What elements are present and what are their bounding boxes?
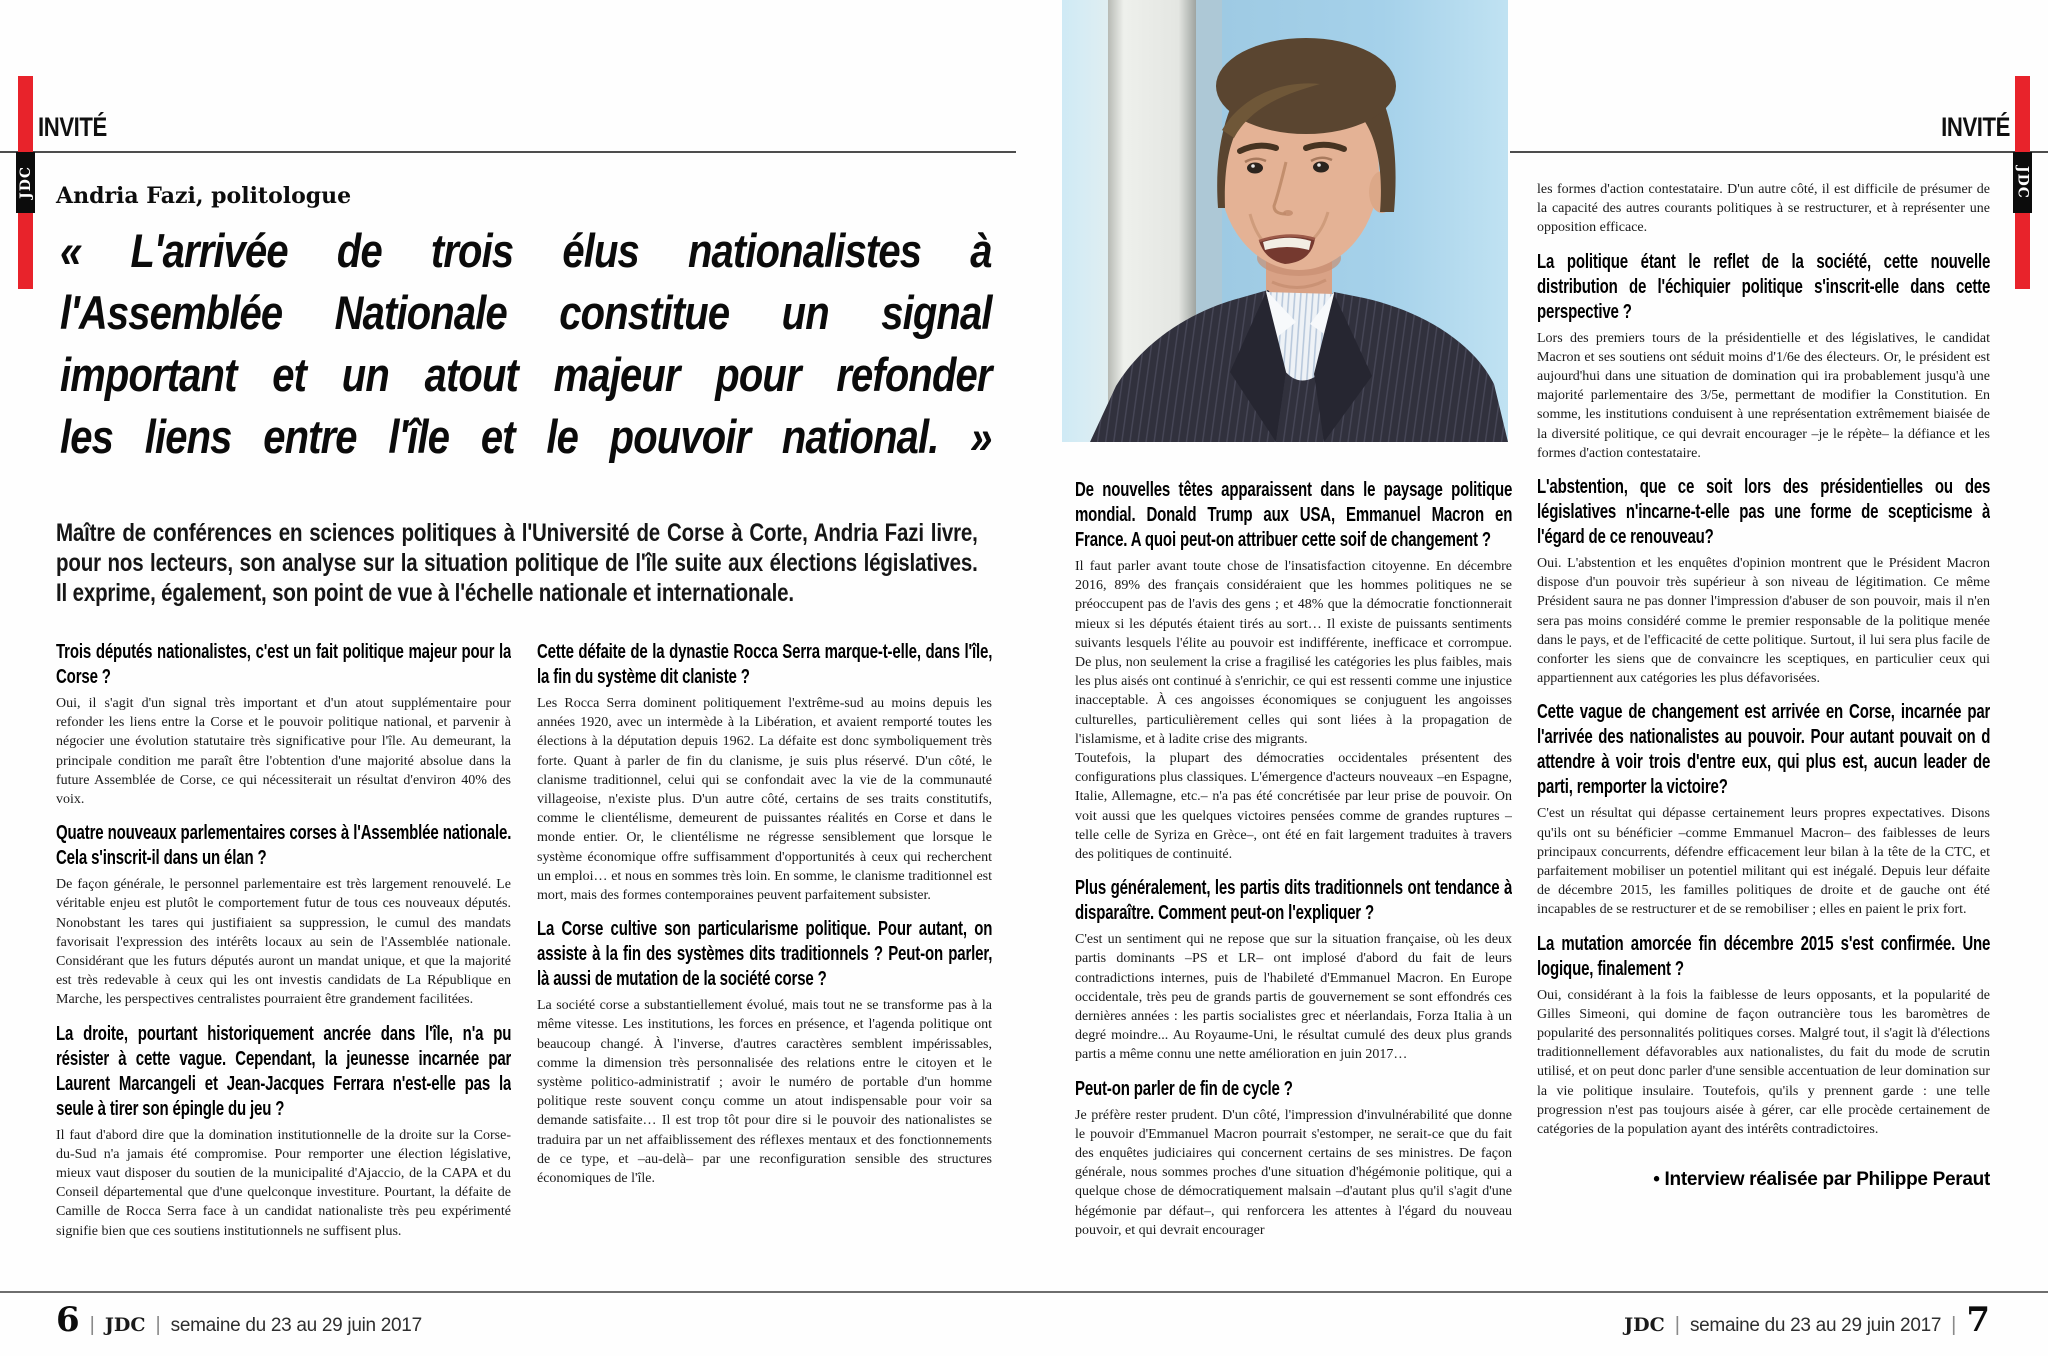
headline-line-3: important et un atout majeur pour refonder — [60, 348, 992, 401]
headline-quote — [60, 220, 992, 468]
question-heading: La politique étant le reflet de la société, cette nouvelle distribution de l'échiquier politique s'inscrit-elle dans cette perspective ? — [1537, 250, 1990, 323]
footer-left — [56, 1300, 422, 1340]
question-heading: Peut-on parler de fin de cycle ? — [1075, 1077, 1293, 1100]
answer-text: Lors des premiers tours de la présidentielle et des législatives, le candidat Macron et ses soutiens ont séduit moins d'1/6e des électeurs. Or, le président est aujourd'hui dans une situation de domination qui ira probablement jusqu'à une majorité parlementaire des 3/5e, permettant de modifier la Constitution. En somme, les institutions conduisent à une représentation extrêmement biaisée de la diversité politique, ce qui devrait encourager –je le répète– la défiance et les formes d'action contestataire. — [1537, 330, 1990, 461]
answer-text: Les Rocca Serra dominent politiquement l'extrême-sud au moins depuis les années 1920, avec un intermède à la Libération, et avaient remporté toutes les élections à la députation depuis 1962. La défaite est donc symboliquement très forte. Quant à parler de fin du clanisme, je suis plus réservé. D'un côté, le clanisme traditionnel, celui qui se confondait avec la vie de la communauté villageoise, n'existe plus. D'un autre côté, certains de ses traits constitutifs, comme le clientélisme, demeurent de puissantes réalités en Corse et dans le monde entier. Or, le clientélisme ne régresse sensiblement que lorsque le système économique offre suffisamment d'opportunités à ceux qui recherchent un emploi… et nous en sommes très loin. En somme, le clanisme traditionnel est mort, mais des formes contemporaines peuvent parfaitement subsister. — [537, 696, 992, 904]
jdc-edge-tab-right — [2013, 152, 2032, 213]
author-line: Andria Fazi, politologue — [56, 183, 352, 209]
question-heading: Quatre nouveaux parlementaires corses à l'Assemblée nationale. Cela s'inscrit-il dans un élan ? — [56, 822, 511, 870]
answer-text: Oui. L'abstention et les enquêtes d'opinion montrent que le Président Macron dispose d'un pouvoir très supérieur à son niveau de légitimation. Ce même Président saura ne pas donner l'impression d'abuser de son pouvoir, mais il n'en sera pas moins considéré comme le premier responsable de la politique menée dans le pays, et de l'efficacité de cette politique. Surtout, il lui sera plus facile de conforter les siens que de convaincre les sceptiques, en particulier ceux qui appartiennent aux catégories les plus défavorisées. — [1537, 556, 1990, 687]
headline-line-2: l'Assemblée Nationale constitue un signal — [60, 286, 992, 339]
headline-line-4: les liens entre l'île et le pouvoir national. » — [60, 410, 992, 463]
answer-continuation-text: les formes d'action contestataire. D'un autre côté, il est difficile de présumer de la capacité des autres courants politiques à se restructurer, et à représenter une opposition efficace. — [1537, 182, 1990, 236]
answer-text: Je préfère rester prudent. D'un côté, l'impression d'invulnérabilité que donne le pouvoir d'Emmanuel Macron pourrait s'estomper, ne serait-ce que du fait des enquêtes judiciaires qui concernent certains de ses ministres. De façon générale, nous sommes proches d'une situation d'hégémonie politique, qui a quelque chose de démocratiquement malsain –d'autant plus qu'il s'agit d'une hégémonie par défaut–, qui renforcera les attentes à l'égard du nouveau pouvoir, et qui devrait encourager — [1075, 1107, 1512, 1238]
question-heading: Cette défaite de la dynastie Rocca Serra marque-t-elle, dans l'île, la fin du système dit claniste ? — [537, 641, 992, 688]
section-kicker-left: INVITÉ — [38, 112, 107, 142]
journal-brand: JDC — [1624, 1314, 1665, 1336]
jdc-edge-tab-left — [16, 152, 35, 213]
section-kicker-right: INVITÉ — [1941, 112, 2010, 142]
left-page-column-2 — [537, 640, 992, 1292]
question-heading: Trois députés nationalistes, c'est un fait politique majeur pour la Corse ? — [56, 641, 511, 688]
question-heading: La mutation amorcée fin décembre 2015 s'est confirmée. Une logique, finalement ? — [1537, 932, 1990, 980]
footer-separator: | — [89, 1314, 95, 1336]
answer-text: Il faut d'abord dire que la domination institutionnelle de la droite sur la Corse-du-Sud n'a jamais été compromise. Pour remporter une élection législative, mieux vaut disposer du soutien de la municipalité d'Ajaccio, de la CAPA et du Conseil départemental que d'une quelconque investiture. Pourtant, la défaite de Camille de Rocca Serra face à un candidat nationaliste très peu expérimenté signifie bien que ces soutiens institutionnels ne suffisent plus. — [56, 1127, 511, 1239]
answer-text: Il faut parler avant toute chose de l'insatisfaction citoyenne. En décembre 2016, 89% des français considéraient que les hommes politiques ne se préoccupent pas de l'avis des gens ; et 48% que la démocratie fonctionnerait mieux si les députés étaient tirés au sort… Il existe de puissants sentiments suivants lesquels l'élite au pouvoir est indifférente, inefficace et corrompue. De plus, non seulement la crise a fragilisé les catégories les plus faibles, mais les plus aisés ont continué à s'enrichir, ce qui est ressenti comme une injustice inacceptable. À ces angoisses économiques se conjuguent les angoisses culturelles, particulièrement celles qui sont liées à la propagation de l'islamisme, et à ladite crise des migrants. — [1075, 559, 1512, 747]
footer-right — [1624, 1300, 1990, 1340]
header-rule-left — [0, 151, 1016, 153]
question-heading: La droite, pourtant historiquement ancrée dans l'île, n'a pu résister à cette vague. Cependant, la jeunesse incarnée par Laurent Marcangeli et Jean-Jacques Ferrara n'est-elle pas la seule à tirer son épingle du jeu ? — [56, 1022, 511, 1120]
question-heading: La Corse cultive son particularisme politique. Pour autant, on assiste à la fin des systèmes dits traditionnels ? Peut-on parler, là aussi de mutation de la société corse ? — [537, 918, 992, 991]
issue-date: semaine du 23 au 29 juin 2017 — [170, 1315, 422, 1336]
answer-text: C'est un sentiment qui ne repose que sur la situation française, où les deux partis dominants –PS et LR– ont implosé d'abord du fait de leurs contradictions internes, puis de l'habileté d'Emmanuel Macron. En Europe occidentale, très peu de grands partis de gouvernement se sont effondrés ces dernières années : les partis socialistes grec et néerlandais, Forza Italia à un degré moindre... Au Royaume-Uni, le résultat cumulé des deux plus grands partis a même connu une nette amélioration en juin 2017… — [1075, 932, 1512, 1063]
answer-text: Oui, considérant à la fois la faiblesse de leurs opposants, et la popularité de Gilles Simeoni, qui domine de façon outrancière tous les baromètres de popularité des personnalités politiques corses. Malgré tout, il s'agit là d'élections traditionnellement défavorables aux nationalistes, du fait du mode de scrutin utilisé, et on peut donc parler d'une sensible accentuation de leur domination sur la vie politique insulaire. Toutefois, qu'ils y prennent garde : une telle progression n'est pas toujours aisée à gérer, car elle procède certainement de catégories de la population ayant des intérêts contradictoires. — [1537, 987, 1990, 1138]
interviewee-photo — [1062, 0, 1508, 442]
answer-text: C'est un résultat qui dépasse certainement leurs propres expectatives. Disons qu'ils ont su bénéficier –comme Emmanuel Macron– des faiblesses de leurs principaux concurrents, défendre efficacement leur bilan à la tête de la CTC, et parfaitement mobiliser un potentiel militant qui est inégalé. Depuis leur défaite de décembre 2015, les familles politiques de droite et de gauche ont été incapables de se restructurer et de se remobiliser ; elles en paient le prix fort. — [1537, 806, 1990, 918]
right-page-column-1 — [1075, 478, 1512, 1292]
journal-brand: JDC — [104, 1314, 146, 1336]
jdc-edge-tab-label: JDC — [2014, 166, 2031, 199]
page-number: 7 — [1966, 1300, 1990, 1340]
right-page-column-2 — [1537, 180, 1990, 1292]
page-number: 6 — [56, 1300, 80, 1340]
interview-byline: • Interview réalisée par Philippe Peraut — [1653, 1169, 1990, 1191]
question-heading: Cette vague de changement est arrivée en Corse, incarnée par l'arrivée des nationalistes au pouvoir. Pour autant pouvait on d attendre à voir trois d'entre eux, qui plus est, aucun leader de parti, remporter la victoire? — [1537, 701, 1990, 799]
answer-text: La société corse a substantiellement évolué, mais tout ne se transforme pas à la même vitesse. Les institutions, les forces en présence, et l'agenda politique ont beaucoup changé. À l'inverse, d'autres caractères semblent impérissables, comme la dimension très personnalisée des relations entre le citoyen et le système politico-administratif ; avoir le numéro de portable d'un homme politique reste souvent conçu comme un atout indispensable pour voir sa demande satisfaite… Il est trop tôt pour dire si le pouvoir des nationalistes se traduira par un net affaiblissement des réflexes mentaux et des fonctionnements de ce type, et –au-delà– par une reconfiguration sensible des structures économiques de l'île. — [537, 998, 992, 1187]
answer-text: Oui, il s'agit d'un signal très important et d'un atout supplémentaire pour refonder les liens entre la Corse et le pouvoir politique national, et parvenir à négocier une évolution statutaire très significative pour l'île. Au demeurant, la principale condition me paraît être l'obtention d'une majorité absolue dans la future Assemblée de Corse, ce qui nécessiterait un résultat d'environ 40% des voix. — [56, 696, 511, 808]
headline-line-1: « L'arrivée de trois élus nationalistes à — [60, 224, 992, 277]
header-rule-right — [1510, 151, 2048, 153]
question-heading: Plus généralement, les partis dits traditionnels ont tendance à disparaître. Comment peut-on l'expliquer ? — [1075, 877, 1512, 925]
question-heading: L'abstention, que ce soit lors des présidentielles ou des législatives n'incarne-t-elle pas une forme de scepticisme à l'égard de ce renouveau? — [1537, 476, 1990, 549]
standfirst-intro: Maître de conférences en sciences politiques à l'Université de Corse à Corte, Andria Fazi livre, pour nos lecteurs, son analyse sur la situation politique de l'île suite aux élections législatives. Il exprime, également, son point de vue à l'échelle nationale et internationale. — [56, 519, 978, 607]
jdc-edge-tab-label: JDC — [17, 166, 34, 199]
footer-separator: | — [1674, 1314, 1680, 1336]
answer-text: De façon générale, le personnel parlementaire est très largement renouvelé. Le véritable enjeu est plutôt le comportement futur de tous ces nouveaux députés. Nonobstant les tares qui justifiaient sa suppression, le cumul des mandats favorisait l'expression des intérêts locaux au sein de l'Assemblée nationale. Considérant que les futurs députés auront un mandat unique, et que la majorité est très redevable à ceux qui les ont investis candidats de La République en Marche, les perspectives centralistes pourraient être grandement facilitées. — [56, 877, 511, 1008]
issue-date: semaine du 23 au 29 juin 2017 — [1689, 1315, 1942, 1336]
left-page-column-1 — [56, 640, 511, 1292]
question-heading: De nouvelles têtes apparaissent dans le paysage politique mondial. Donald Trump aux USA, Emmanuel Macron en France. A quoi peut-on attribuer cette soif de changement ? — [1075, 479, 1512, 551]
footer-separator: | — [1951, 1314, 1957, 1336]
footer-separator: | — [155, 1314, 161, 1336]
answer-text: Toutefois, la plupart des démocraties occidentales présentent des configurations plus classiques. L'émergence d'acteurs nouveaux –en Espagne, Italie, Allemagne, etc.– n'a pas été concrétisée par leur prise de pouvoir. On voit aussi que les quelques victoires pensées comme de grandes ruptures –telle celle de Syriza en Grèce–, ont été en fait largement traduites à travers des politiques de continuité. — [1075, 751, 1512, 863]
